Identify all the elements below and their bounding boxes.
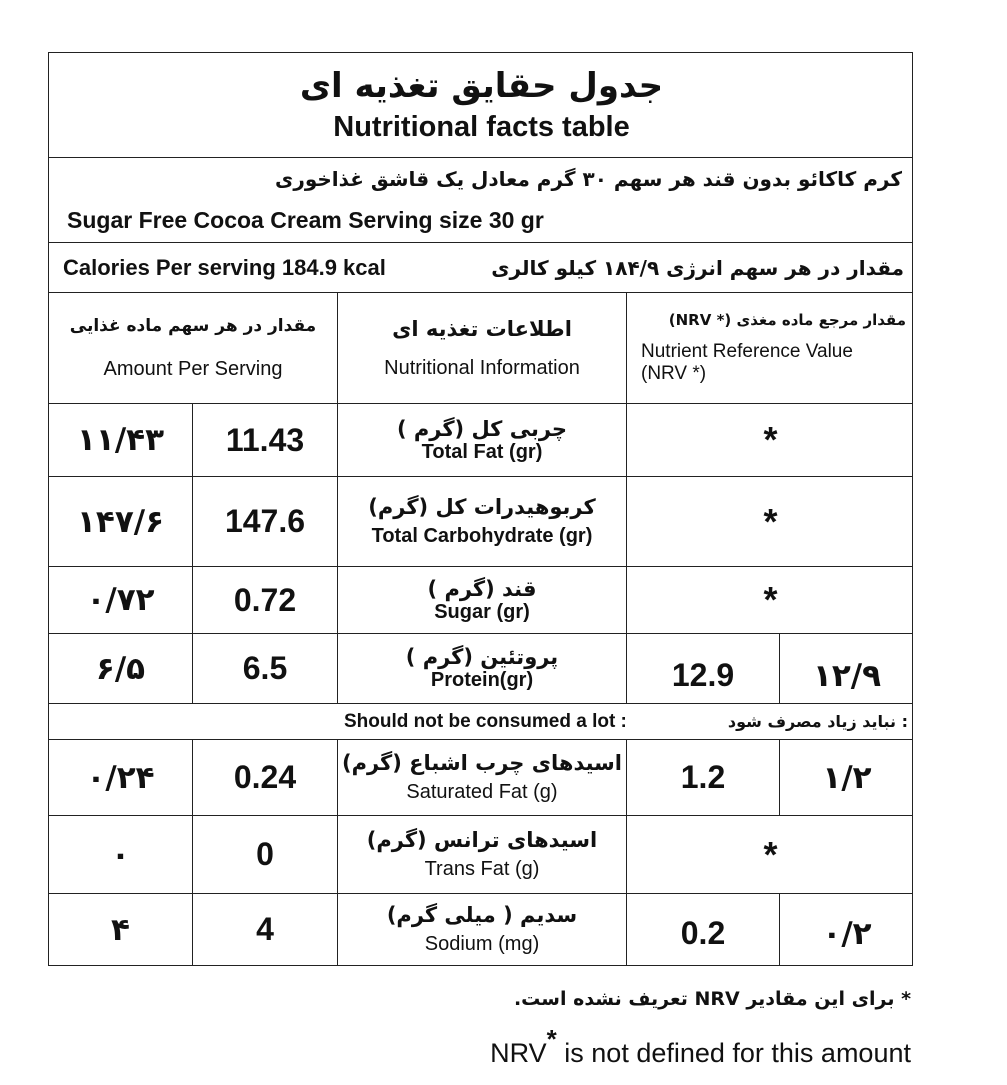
amount-en: 0.72: [233, 581, 297, 618]
amount-en: 6.5: [242, 650, 288, 686]
amount-fa: ۰/۲۴: [86, 759, 155, 796]
product-fa: کرم کاکائو بدون قند هر سهم ۳۰ گرم معادل یک قاشق غذاخوری: [275, 167, 902, 191]
title-en: Nutritional facts table: [333, 111, 630, 143]
nutrient-name-en: Trans Fat (g): [424, 858, 540, 880]
nutrient-name-en: Sodium (mg): [424, 933, 540, 955]
divider: [49, 157, 912, 158]
nutrient-name-fa: سدیم ( میلی گرم): [386, 903, 578, 927]
product-en-cell: [49, 199, 914, 241]
amount-fa: ۱۴۷/۶: [76, 503, 164, 540]
nrv-header: [627, 293, 914, 403]
nrv-en: 1.2: [680, 759, 726, 795]
nrv-star: *: [763, 579, 778, 620]
amount-header-en: Amount Per Serving: [103, 357, 283, 380]
amount-en: 147.6: [224, 503, 306, 539]
nutrient-name: [338, 816, 626, 893]
table-title: [49, 53, 914, 157]
info-header-en: Nutritional Information: [384, 356, 580, 379]
title-fa: جدول حقایق تغذیه ای: [299, 66, 664, 106]
info-header: [338, 293, 626, 403]
amount-en: 0: [256, 836, 274, 872]
nutrient-name-fa: کربوهیدرات کل (گرم): [368, 495, 596, 519]
warning-en: Should not be consumed a lot :: [344, 710, 627, 732]
nrv-star: *: [763, 419, 778, 460]
nutrient-name: [338, 567, 626, 633]
nutrient-name-en: Saturated Fat (g): [406, 781, 558, 803]
footnote-star: *: [546, 1024, 557, 1054]
product-fa-cell: [49, 159, 914, 199]
amount-fa: ۴: [111, 911, 130, 948]
amount-en: 4: [256, 911, 274, 947]
calories-fa: مقدار در هر سهم انرژی ۱۸۴/۹ کیلو کالری: [491, 255, 904, 280]
info-header-fa: اطلاعات تغذیه ای: [392, 316, 572, 341]
product-en: Sugar Free Cocoa Cream Serving size 30 gr: [67, 206, 544, 233]
warning-fa: : نباید زیاد مصرف شود: [727, 712, 908, 731]
amount-header: [49, 293, 337, 403]
nrv-fa: ۱۲/۹: [812, 657, 882, 694]
amount-en: 0.24: [233, 759, 297, 795]
nutrient-name: [338, 634, 626, 703]
nutrient-name: [338, 894, 626, 965]
nrv-star: *: [763, 833, 778, 875]
nrv-header-fa: مقدار مرجع ماده مغذی (* NRV): [668, 311, 906, 329]
warning-row: [338, 704, 914, 739]
nrv-fa: ۱/۲: [822, 759, 872, 796]
nutrition-facts-table: [48, 52, 913, 966]
nutrient-name-fa: چربی کل (گرم ): [396, 416, 568, 441]
amount-en: 11.43: [225, 421, 305, 458]
nutrient-name-en: Total Fat (gr): [421, 440, 543, 463]
nutrient-name-fa: اسیدهای ترانس (گرم): [366, 828, 598, 852]
amount-fa: ۶/۵: [95, 650, 146, 687]
nutrient-name-en: Sugar (gr): [434, 600, 530, 623]
nrv-star: *: [763, 500, 778, 542]
nrv-fa: ۰/۲: [822, 915, 872, 952]
footnote-fa: * برای این مقادیر NRV تعریف نشده است.: [513, 988, 911, 1010]
footnote-en: [490, 1024, 911, 1069]
nutrient-name-en: Protein(gr): [430, 669, 534, 691]
nrv-header-en: Nutrient Reference Value (NRV *): [641, 341, 853, 384]
nutrient-name-fa: قند (گرم ): [427, 576, 537, 601]
amount-fa: ۱۱/۴۳: [76, 422, 164, 458]
nrv-en: 0.2: [680, 915, 726, 951]
calories-en: Calories Per serving 184.9 kcal: [63, 254, 386, 280]
nutrient-name: [338, 740, 626, 815]
nutrient-name-en: Total Carbohydrate (gr): [371, 525, 593, 547]
amount-header-fa: مقدار در هر سهم ماده غذایی: [69, 315, 317, 336]
nutrient-name: [338, 477, 626, 566]
footnote-text: is not defined for this amount: [556, 1038, 911, 1068]
footnote-nrv: NRV: [490, 1038, 547, 1068]
amount-fa: ۰: [111, 836, 130, 873]
calories-row: [49, 243, 914, 292]
nutrient-name: [338, 404, 626, 476]
nutrient-name-fa: اسیدهای چرب اشباع (گرم): [342, 751, 622, 775]
nrv-en: 12.9: [671, 657, 735, 693]
amount-fa: ۰/۷۲: [86, 582, 155, 618]
nutrient-name-fa: پروتئین (گرم ): [405, 645, 559, 669]
